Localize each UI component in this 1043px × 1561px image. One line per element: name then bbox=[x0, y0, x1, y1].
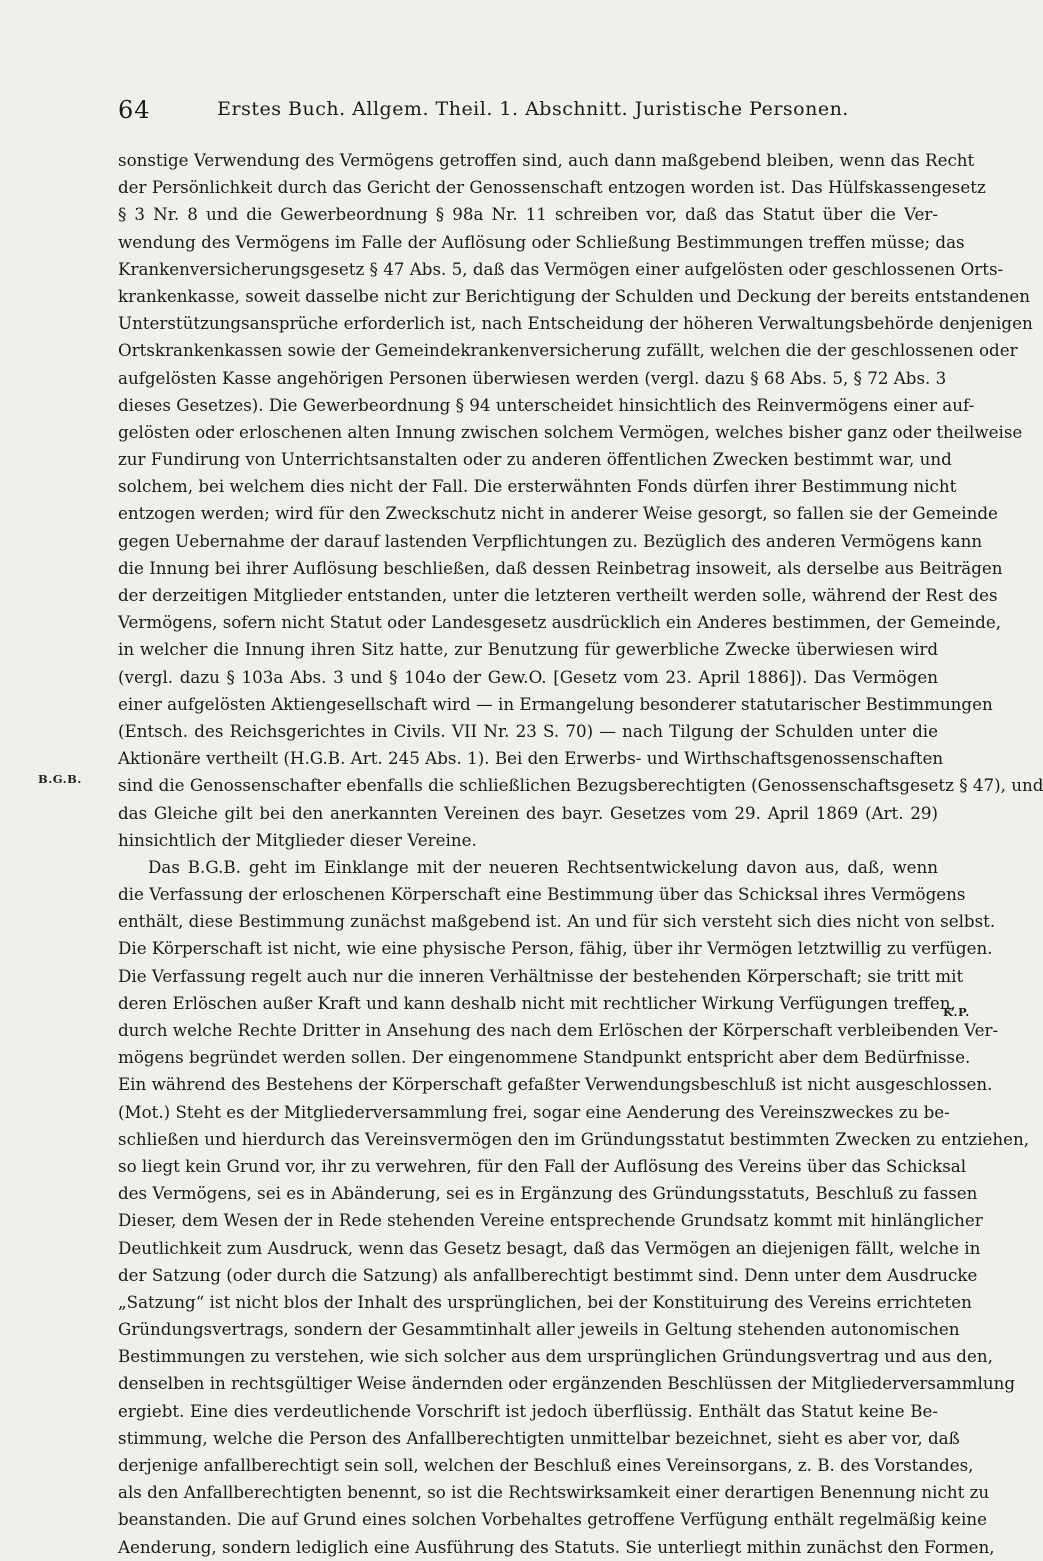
text-line: Krankenversicherungsgesetz § 47 Abs. 5, daß das Vermögen einer aufgelösten oder geschlossenen Orts- bbox=[118, 258, 1004, 279]
text-line: § 3 Nr. 8 und die Gewerbeordnung § 98a Nr. 11 schreiben vor, daß das Statut über die Ver- bbox=[118, 204, 938, 225]
text-line: dieses Gesetzes). Die Gewerbeordnung § 94 unterscheidet hinsichtlich des Reinvermögens einer auf- bbox=[118, 394, 975, 415]
text-line: Dieser, dem Wesen der in Rede stehenden Vereine entsprechende Grundsatz kommt mit hinlänglicher bbox=[118, 1210, 983, 1231]
text-line: der Persönlichkeit durch das Gericht der Genossenschaft entzogen worden ist. Das Hülfskassengesetz bbox=[118, 177, 986, 198]
text-line: in welcher die Innung ihren Sitz hatte, zur Benutzung für gewerbliche Zwecke überwiesen wird bbox=[118, 639, 938, 660]
running-head: Erstes Buch. Allgem. Theil. 1. Abschnitt. Juristische Personen. bbox=[217, 98, 849, 120]
text-line: Aenderung, sondern lediglich eine Ausführung des Statuts. Sie unterliegt mithin zunächst den Formen, bbox=[118, 1536, 995, 1557]
text-line: gegen Uebernahme der darauf lastenden Verpflichtungen zu. Bezüglich des anderen Vermögens kann bbox=[118, 530, 983, 551]
text-line: einer aufgelösten Aktiengesellschaft wird — in Ermangelung besonderer statutarischer Bestimmungen bbox=[118, 693, 993, 714]
text-line: beanstanden. Die auf Grund eines solchen Vorbehaltes getroffene Verfügung enthält regelmäßig keine bbox=[118, 1509, 987, 1530]
text-line: sonstige Verwendung des Vermögens getroffen sind, auch dann maßgebend bleiben, wenn das Recht bbox=[118, 150, 975, 170]
text-line: aufgelösten Kasse angehörigen Personen überwiesen werden (vergl. dazu § 68 Abs. 5, § 72 Abs. 3 bbox=[118, 367, 947, 388]
text-line: Ortskrankenkassen sowie der Gemeindekrankenversicherung zufällt, welchen die der geschlossenen oder bbox=[118, 340, 1018, 361]
text-line: krankenkasse, soweit dasselbe nicht zur Berichtigung der Schulden und Deckung der bereits entstandenen bbox=[118, 285, 1031, 306]
text-line: Bestimmungen zu verstehen, wie sich solcher aus dem ursprünglichen Gründungsvertrag und aus den, bbox=[118, 1346, 993, 1367]
text-line: schließen und hierdurch das Vereinsvermögen den im Gründungsstatut bestimmten Zwecken zu entziehen, bbox=[118, 1128, 1030, 1149]
text-line: Aktionäre vertheilt (H.G.B. Art. 245 Abs. 1). Bei den Erwerbs- und Wirthschaftsgenossenschaften bbox=[118, 748, 944, 769]
margin-note-kp: K.P. bbox=[943, 1005, 970, 1019]
text-line: (Entsch. des Reichsgerichtes in Civils. VII Nr. 23 S. 70) — nach Tilgung der Schulden unter die bbox=[118, 720, 938, 741]
text-line: Die Körperschaft ist nicht, wie eine physische Person, fähig, über ihr Vermögen letztwillig zu verfügen. bbox=[118, 938, 993, 959]
text-line: solchem, bei welchem dies nicht der Fall. Die ersterwähnten Fonds dürfen ihrer Bestimmung nicht bbox=[118, 476, 957, 497]
text-line: Unterstützungsansprüche erforderlich ist, nach Entscheidung der höheren Verwaltungsbehörde denjenigen bbox=[118, 313, 1033, 334]
text-line: Vermögens, sofern nicht Statut oder Landesgesetz ausdrücklich ein Anderes bestimmen, der Gemeinde, bbox=[118, 612, 1002, 633]
text-line: deren Erlöschen außer Kraft und kann deshalb nicht mit rechtlicher Wirkung Verfügungen treffen, bbox=[118, 992, 956, 1013]
text-line: sind die Genossenschafter ebenfalls die schließlichen Bezugsberechtigten (Genossenschaftsgesetz § 47), und bbox=[118, 775, 1043, 796]
text-line: die Innung bei ihrer Auflösung beschließen, daß dessen Reinbetrag insoweit, als derselbe aus Beiträgen bbox=[118, 557, 1003, 578]
text-line: hinsichtlich der Mitglieder dieser Vereine. bbox=[118, 829, 477, 850]
text-line: stimmung, welche die Person des Anfallberechtigten unmittelbar bezeichnet, sieht es aber vor, daß bbox=[118, 1427, 960, 1448]
text-line: der Satzung (oder durch die Satzung) als anfallberechtigt bestimmt sind. Denn unter dem Ausdrucke bbox=[118, 1264, 978, 1285]
text-line: enthält, diese Bestimmung zunächst maßgebend ist. An und für sich versteht sich dies nicht von selbst. bbox=[118, 911, 996, 932]
text-line: Deutlichkeit zum Ausdruck, wenn das Gesetz besagt, daß das Vermögen an diejenigen fällt, welche in bbox=[118, 1237, 981, 1258]
text-line: so liegt kein Grund vor, ihr zu verwehren, für den Fall der Auflösung des Vereins über das Schicksal bbox=[118, 1155, 967, 1176]
page-number: 64 bbox=[118, 96, 151, 124]
text-line: (Mot.) Steht es der Mitgliederversammlung frei, sogar eine Aenderung des Vereinszweckes zu be- bbox=[118, 1101, 950, 1122]
text-line: entzogen werden; wird für den Zweckschutz nicht in anderer Weise gesorgt, so fallen sie der Gemeinde bbox=[118, 503, 998, 524]
text-line: zur Fundirung von Unterrichtsanstalten oder zu anderen öffentlichen Zwecken bestimmt war, und bbox=[118, 449, 952, 470]
page-header bbox=[118, 96, 948, 130]
text-line: als den Anfallberechtigten benennt, so ist die Rechtswirksamkeit einer derartigen Benennung nicht zu bbox=[118, 1482, 990, 1503]
text-line: gelösten oder erloschenen alten Innung zwischen solchem Vermögen, welches bisher ganz oder theilweise bbox=[118, 421, 1023, 442]
text-line: das Gleiche gilt bei den anerkannten Vereinen des bayr. Gesetzes vom 29. April 1869 (Art. 29) bbox=[118, 802, 938, 823]
text-line: durch welche Rechte Dritter in Ansehung des nach dem Erlöschen der Körperschaft verbleibenden Ver- bbox=[118, 1020, 999, 1040]
text-line: Gründungsvertrags, sondern der Gesammtinhalt aller jeweils in Geltung stehenden autonomischen bbox=[118, 1319, 960, 1340]
text-line: des Vermögens, sei es in Abänderung, sei es in Ergänzung des Gründungsstatuts, Beschluß zu fassen bbox=[118, 1183, 978, 1204]
text-line: denselben in rechtsgültiger Weise ändernden oder ergänzenden Beschlüssen der Mitgliederversammlung bbox=[118, 1373, 1016, 1394]
text-line: „Satzung“ ist nicht blos der Inhalt des ursprünglichen, bei der Konstituirung des Vereins errichteten bbox=[118, 1291, 972, 1312]
margin-note-bgb: B.G.B. bbox=[38, 772, 82, 786]
text-line: ergiebt. Eine dies verdeutlichende Vorschrift ist jedoch überflüssig. Enthält das Statut keine Be- bbox=[118, 1400, 938, 1421]
text-line: derjenige anfallberechtigt sein soll, welchen der Beschluß eines Vereinsorgans, z. B. des Vorstandes, bbox=[118, 1455, 974, 1475]
text-line: wendung des Vermögens im Falle der Auflösung oder Schließung Bestimmungen treffen müsse; das bbox=[118, 231, 965, 252]
text-line: der derzeitigen Mitglieder entstanden, unter die letzteren vertheilt werden solle, während der Rest des bbox=[118, 585, 998, 605]
text-line: mögens begründet werden sollen. Der eingenommene Standpunkt entspricht aber dem Bedürfnisse. bbox=[118, 1047, 971, 1068]
text-line: Das B.G.B. geht im Einklange mit der neueren Rechtsentwickelung davon aus, daß, wenn bbox=[148, 856, 938, 877]
text-line: die Verfassung der erloschenen Körperschaft eine Bestimmung über das Schicksal ihres Vermögens bbox=[118, 884, 966, 905]
text-line: Ein während des Bestehens der Körperschaft gefaßter Verwendungsbeschluß ist nicht ausgeschlossen. bbox=[118, 1074, 993, 1095]
text-line: Die Verfassung regelt auch nur die inneren Verhältnisse der bestehenden Körperschaft; sie tritt mit bbox=[118, 965, 964, 986]
text-line: (vergl. dazu § 103a Abs. 3 und § 104o der Gew.O. [Gesetz vom 23. April 1886]). Das Vermögen bbox=[118, 666, 938, 687]
